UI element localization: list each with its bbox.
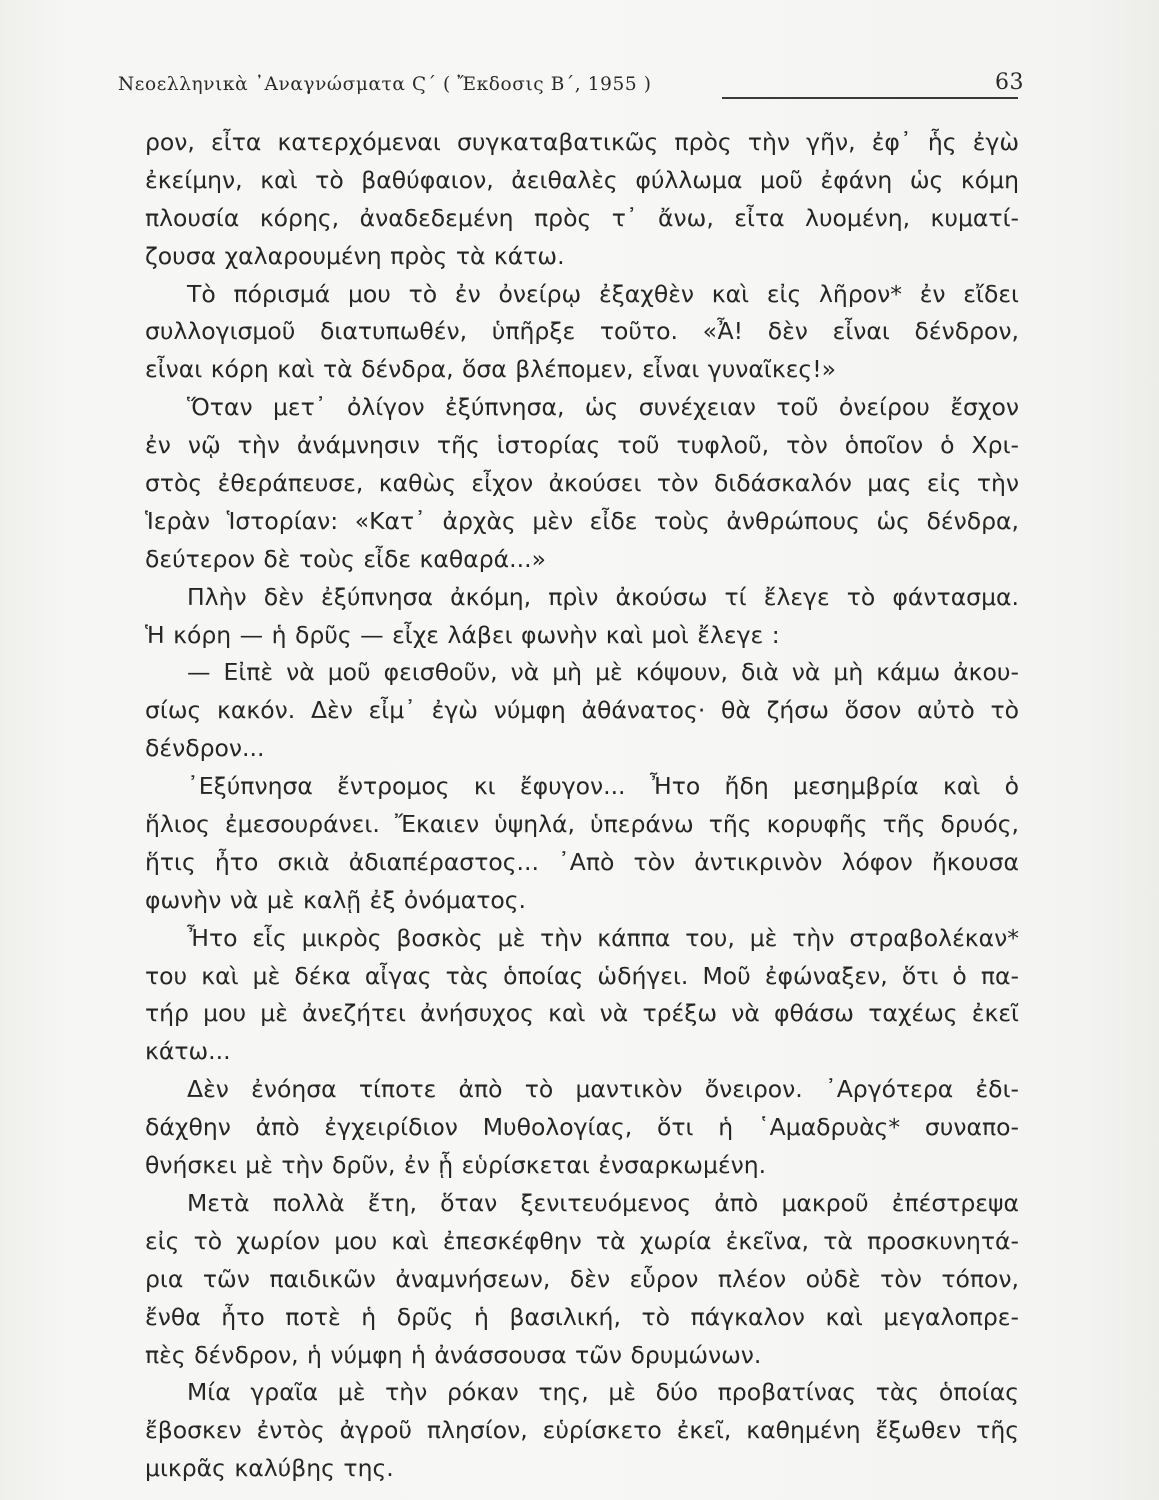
text-line: φωνὴν νὰ μὲ καλῇ ἐξ ὀνόματος. <box>145 885 527 914</box>
paragraph <box>145 1071 1019 1185</box>
text-line: ᾿Εξύπνησα ἔντρομος κι ἔφυγον... Ἦτο ἤδη μεσημβρία καὶ ὁ <box>187 772 1019 801</box>
text-line: Δὲν ἐνόησα τίποτε ἀπὸ τὸ μαντικὸν ὄνειρον. ᾿Αργότερα ἐδι- <box>187 1075 1019 1104</box>
paragraph <box>145 389 1019 578</box>
text-line: πὲς δένδρον, ἡ νύμφη ἡ ἀνάσσουσα τῶν δρυμώνων. <box>145 1340 762 1369</box>
text-line: ἥτις ἦτο σκιὰ ἀδιαπέραστος... ᾿Απὸ τὸν ἀντικρινὸν λόφον ἤκουσα <box>145 847 1019 876</box>
text-line: ἔβοσκεν ἐντὸς ἀγροῦ πλησίον, εὑρίσκετο ἐκεῖ, καθημένη ἔξωθεν τῆς <box>145 1416 1019 1445</box>
text-line: ρια τῶν παιδικῶν ἀναμνήσεων, δὲν εὗρον πλέον οὐδὲ τὸν τόπον, <box>145 1264 1019 1293</box>
paragraph <box>145 1374 1019 1488</box>
text-line: ἥλιος ἐμεσουράνει. Ἔκαιεν ὑψηλά, ὑπεράνω τῆς κορυφῆς τῆς δρυός, <box>145 810 1019 839</box>
text-line: δένδρον... <box>145 734 265 763</box>
text-line: — Εἰπὲ νὰ μοῦ φεισθοῦν, νὰ μὴ μὲ κόψουν, διὰ νὰ μὴ κάμω ἀκου- <box>187 658 1019 687</box>
page-number: 63 <box>995 70 1024 95</box>
text-line: εἰς τὸ χωρίον μου καὶ ἐπεσκέφθην τὰ χωρία ἐκεῖνα, τὰ προσκυνητά- <box>145 1226 1019 1255</box>
paragraph <box>145 654 1019 768</box>
text-line: Μετὰ πολλὰ ἔτη, ὅταν ξενιτευόμενος ἀπὸ μακροῦ ἐπέστρεψα <box>187 1188 1019 1217</box>
text-line: Ἦτο εἷς μικρὸς βοσκὸς μὲ τὴν κάππα του, μὲ τὴν στραβολέκαν* <box>187 923 1019 952</box>
paragraph <box>145 579 1019 655</box>
text-line: δεύτερον δὲ τοὺς εἶδε καθαρά...» <box>145 544 546 573</box>
text-line: του καὶ μὲ δέκα αἶγας τὰς ὁποίας ὡδήγει. Μοῦ ἐφώναξεν, ὅτι ὁ πα- <box>145 961 1019 990</box>
text-line: Ἡ κόρη — ἡ δρῦς — εἶχε λάβει φωνὴν καὶ μοὶ ἔλεγε : <box>145 620 780 649</box>
text-line: μικρᾶς καλύβης της. <box>145 1454 394 1483</box>
running-title: Νεοελληνικὰ ᾿Αναγνώσματα Ϛ΄ ( Ἔκδοσις Β΄, 1955 ) <box>118 74 652 95</box>
text-line: Ἱερὰν Ἱστορίαν: «Κατ᾽ ἀρχὰς μὲν εἶδε τοὺς ἀνθρώπους ὡς δένδρα, <box>145 506 1019 535</box>
text-line: κάτω... <box>145 1037 231 1066</box>
paragraph <box>145 276 1019 390</box>
text-line: σίως κακόν. Δὲν εἶμ᾽ ἐγὼ νύμφη ἀθάνατος· θὰ ζήσω ὅσον αὐτὸ τὸ <box>145 696 1019 725</box>
running-header <box>118 70 1024 100</box>
text-line: πλουσία κόρης, ἀναδεδεμένη πρὸς τ᾽ ἄνω, εἶτα λυομένη, κυματί- <box>145 203 1019 232</box>
header-rule <box>722 97 1018 99</box>
paragraph <box>145 920 1019 1072</box>
text-line: εἶναι κόρη καὶ τὰ δένδρα, ὅσα βλέπομεν, εἶναι γυναῖκες!» <box>145 355 837 384</box>
text-line: δάχθην ἀπὸ ἐγχειρίδιον Μυθολογίας, ὅτι ἡ ῾Αμαδρυὰς* συναπο- <box>145 1113 1019 1142</box>
text-line: συλλογισμοῦ διατυπωθέν, ὑπῆρξε τοῦτο. «Ἆ! δὲν εἶναι δένδρον, <box>145 317 1019 346</box>
text-line: ἐν νῷ τὴν ἀνάμνησιν τῆς ἱστορίας τοῦ τυφλοῦ, τὸν ὁποῖον ὁ Χρι- <box>145 431 1019 460</box>
text-line: ἔνθα ἦτο ποτὲ ἡ δρῦς ἡ βασιλική, τὸ πάγκαλον καὶ μεγαλοπρε- <box>145 1302 1019 1331</box>
text-line: Πλὴν δὲν ἐξύπνησα ἀκόμη, πρὶν ἀκούσω τί ἔλεγε τὸ φάντασμα. <box>187 582 1019 611</box>
paragraph <box>145 124 1019 276</box>
body-text <box>145 124 1019 1488</box>
text-line: ἐκείμην, καὶ τὸ βαθύφαιον, ἀειθαλὲς φύλλωμα μοῦ ἐφάνη ὡς κόμη <box>145 165 1019 194</box>
text-line: Μία γραῖα μὲ τὴν ρόκαν της, μὲ δύο προβατίνας τὰς ὁποίας <box>187 1378 1019 1407</box>
paragraph <box>145 1185 1019 1374</box>
text-line: θνήσκει μὲ τὴν δρῦν, ἐν ᾗ εὑρίσκεται ἐνσαρκωμένη. <box>145 1151 767 1180</box>
text-line: ρον, εἶτα κατερχόμεναι συγκαταβατικῶς πρὸς τὴν γῆν, ἐφ᾽ ἧς ἐγὼ <box>145 128 1019 156</box>
text-line: Ὅταν μετ᾽ ὀλίγον ἐξύπνησα, ὡς συνέχειαν τοῦ ὀνείρου ἔσχον <box>187 393 1019 422</box>
paragraph <box>145 768 1019 920</box>
text-line: τήρ μου μὲ ἀνεζήτει ἀνήσυχος καὶ νὰ τρέξω νὰ φθάσω ταχέως ἐκεῖ <box>145 999 1019 1028</box>
text-line: Τὸ πόρισμά μου τὸ ἐν ὀνείρῳ ἐξαχθὲν καὶ εἰς λῆρον* ἐν εἴδει <box>187 279 1019 308</box>
text-line: ζουσα χαλαρουμένη πρὸς τὰ κάτω. <box>145 241 565 270</box>
text-line: στὸς ἐθεράπευσε, καθὼς εἶχον ἀκούσει τὸν διδάσκαλόν μας εἰς τὴν <box>145 469 1019 498</box>
